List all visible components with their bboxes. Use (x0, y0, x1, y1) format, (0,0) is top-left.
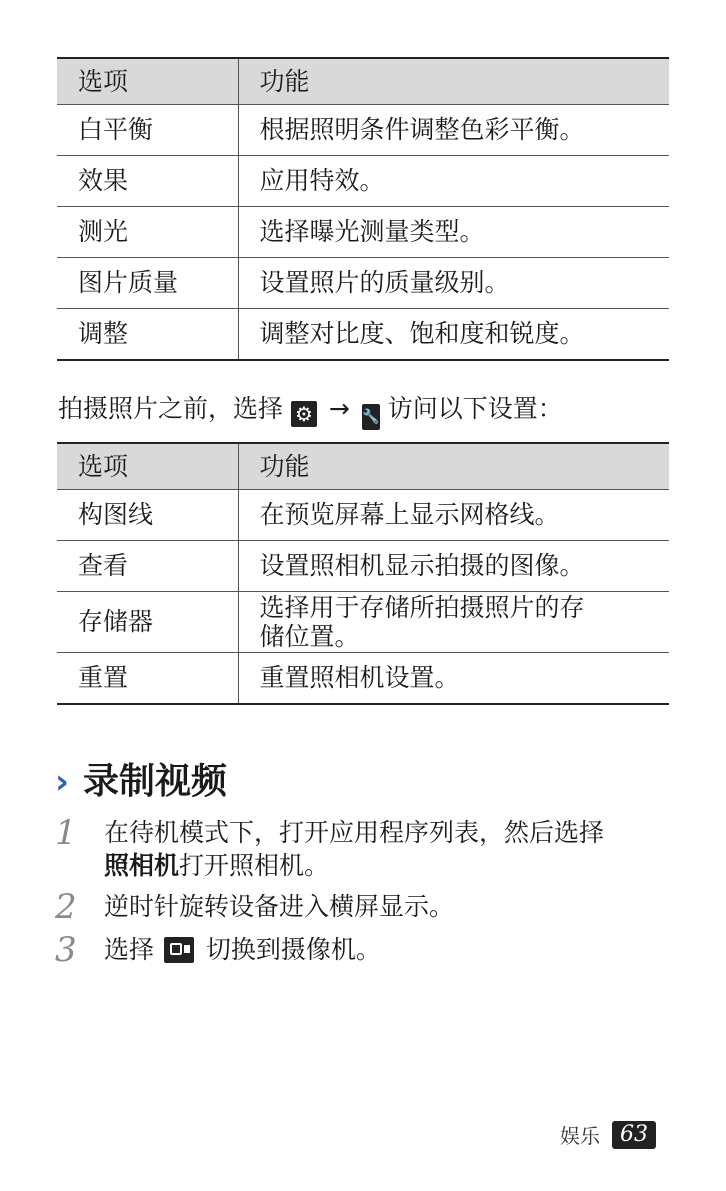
option-cell: 查看 (57, 541, 238, 592)
settings-table-2 (57, 442, 669, 705)
option-cell: 调整 (57, 309, 238, 361)
option-cell: 测光 (57, 207, 238, 258)
function-cell: 根据照明条件调整色彩平衡。 (238, 105, 669, 156)
step-text-part: 打开照相机。 (179, 851, 330, 880)
chevron-right-icon: › (55, 762, 70, 802)
option-cell: 构图线 (57, 490, 238, 541)
step-number: 3 (55, 930, 77, 970)
section-heading (55, 758, 227, 806)
option-cell: 存储器 (57, 592, 238, 653)
table-row (57, 653, 669, 705)
table-row (57, 592, 669, 653)
table-row (57, 156, 669, 207)
settings-table-1 (57, 57, 669, 361)
chapter-label: 娱乐 (560, 1124, 600, 1148)
settings-intro (58, 392, 563, 430)
step-bold-term: 照相机 (104, 851, 180, 880)
column-header-option: 选项 (57, 58, 238, 105)
column-header-function: 功能 (238, 443, 669, 490)
table-row (57, 258, 669, 309)
column-header-function: 功能 (238, 58, 669, 105)
function-cell: 选择曝光测量类型。 (238, 207, 669, 258)
function-cell: 应用特效。 (238, 156, 669, 207)
table-header-row (57, 443, 669, 490)
page-footer (560, 1120, 656, 1150)
step-text (104, 933, 674, 966)
option-cell: 重置 (57, 653, 238, 705)
camcorder-icon (164, 937, 194, 963)
function-cell: 在预览屏幕上显示网格线。 (238, 490, 669, 541)
function-cell: 重置照相机设置。 (238, 653, 669, 705)
step-text-part: 切换到摄像机。 (205, 935, 381, 964)
column-header-option: 选项 (57, 443, 238, 490)
option-cell: 效果 (57, 156, 238, 207)
function-cell: 选择用于存储所拍摄照片的存 储位置。 (238, 592, 669, 653)
function-cell: 调整对比度、饱和度和锐度。 (238, 309, 669, 361)
page-number: 63 (612, 1121, 656, 1149)
intro-text-after: 访问以下设置： (387, 394, 563, 423)
section-title: 录制视频 (83, 761, 228, 802)
function-cell: 设置照相机显示拍摄的图像。 (238, 541, 669, 592)
step-text (104, 816, 674, 882)
step-text: 逆时针旋转设备进入横屏显示。 (104, 892, 455, 921)
wrench-icon: 🔧 (362, 404, 380, 430)
intro-text-before: 拍摄照片之前，选择 (58, 394, 284, 423)
step-number: 1 (55, 813, 77, 853)
step-text-part: 在待机模式下，打开应用程序列表，然后选择 (104, 818, 605, 847)
function-cell: 设置照片的质量级别。 (238, 258, 669, 309)
table-row (57, 541, 669, 592)
table-header-row (57, 58, 669, 105)
table-row (57, 105, 669, 156)
table-row (57, 309, 669, 361)
arrow-icon: → (328, 394, 350, 423)
step-text-part: 选择 (104, 935, 155, 964)
option-cell: 图片质量 (57, 258, 238, 309)
table-row (57, 490, 669, 541)
table-row (57, 207, 669, 258)
gear-icon: ⚙ (291, 401, 317, 427)
option-cell: 白平衡 (57, 105, 238, 156)
step-number: 2 (55, 887, 77, 927)
